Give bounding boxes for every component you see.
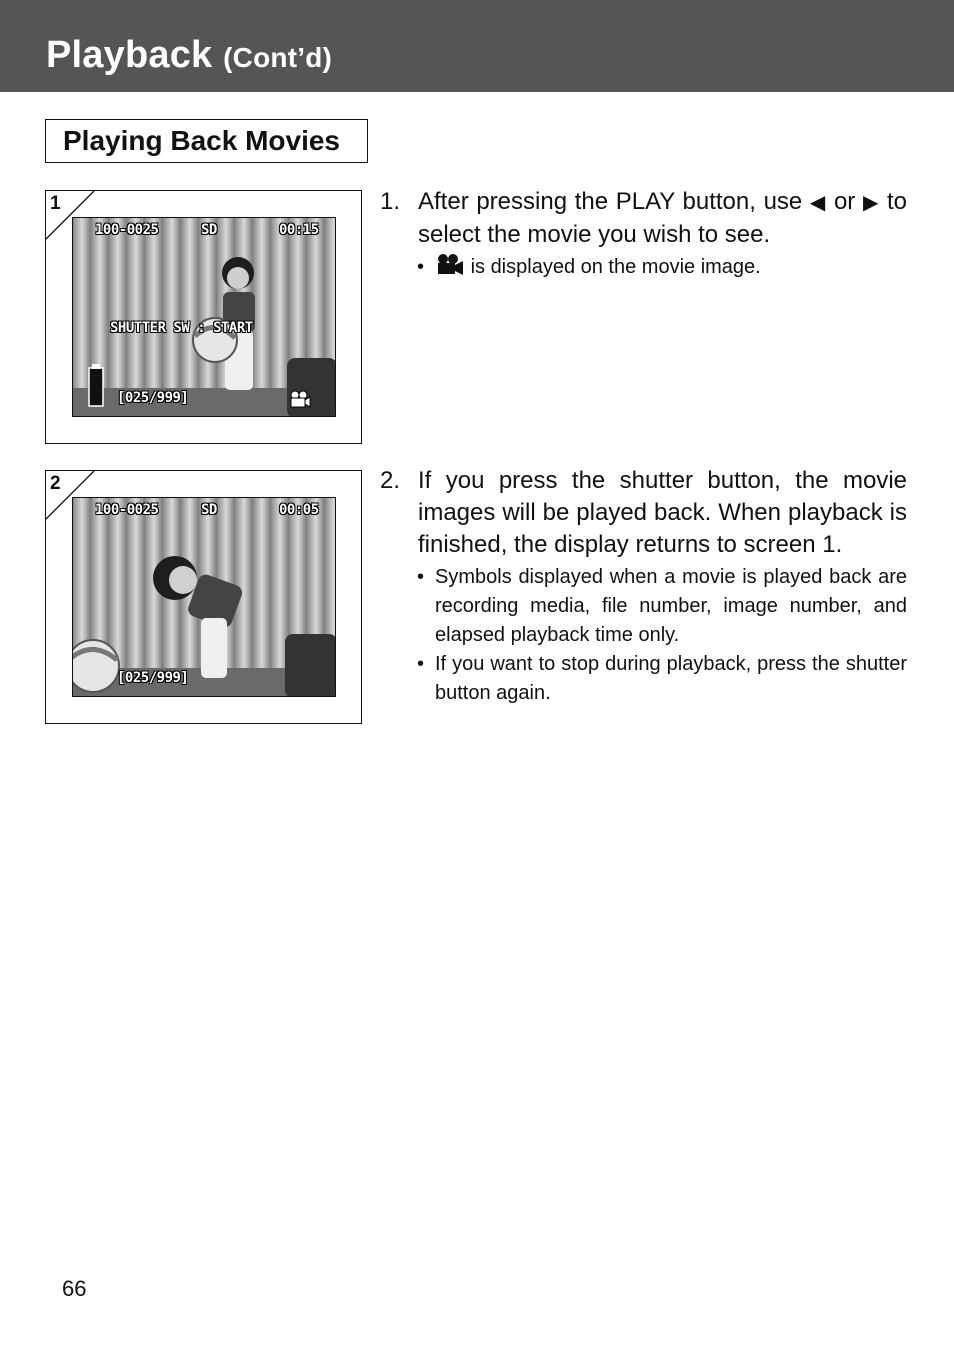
step-1-notes bbox=[380, 253, 907, 282]
figure-number: 2 bbox=[50, 473, 61, 494]
note-item bbox=[380, 253, 907, 282]
bullet-icon: • bbox=[417, 256, 425, 278]
step-1-instruction bbox=[380, 186, 907, 251]
step-1-text-start: After pressing the PLAY button, use bbox=[418, 188, 803, 215]
bullet-icon: • bbox=[417, 566, 425, 588]
movie-frame-image-2 bbox=[73, 498, 336, 697]
bullet-icon: • bbox=[417, 653, 425, 675]
figure-2 bbox=[45, 470, 362, 724]
movie-frame-image-1 bbox=[73, 218, 336, 417]
left-arrow-icon: ◀ bbox=[809, 192, 827, 214]
osd-elapsed-time: 00:15 bbox=[279, 222, 319, 238]
step-2 bbox=[380, 465, 907, 708]
lcd-screen-1 bbox=[72, 217, 336, 417]
step-1-text-or: or bbox=[833, 188, 856, 215]
section-heading: Playing Back Movies bbox=[45, 119, 368, 163]
osd-message: SHUTTER SW : START bbox=[110, 320, 253, 336]
osd-image-counter: [025/999] bbox=[117, 670, 189, 686]
note-text: If you want to stop during playback, press the shutter button again. bbox=[435, 653, 907, 704]
movie-camera-icon bbox=[435, 253, 465, 275]
osd-image-counter: [025/999] bbox=[117, 390, 189, 406]
page-header bbox=[0, 0, 954, 92]
step-2-instruction bbox=[380, 465, 907, 561]
osd-file-number: 100-0025 bbox=[95, 502, 159, 518]
note-text: is displayed on the movie image. bbox=[470, 256, 761, 278]
osd-media: SD bbox=[201, 502, 217, 518]
step-number: 1. bbox=[380, 188, 401, 215]
osd-elapsed-time: 00:05 bbox=[279, 502, 319, 518]
page-title-subtitle: (Cont’d) bbox=[223, 42, 333, 73]
page-title bbox=[46, 34, 332, 77]
note-text: Symbols displayed when a movie is played back are recording media, file number, image number, and elapsed playback time only. bbox=[435, 566, 907, 646]
movie-camera-icon bbox=[289, 390, 311, 408]
step-2-text: If you press the shutter button, the movie images will be played back. When playback is finished, the display returns to screen 1. bbox=[418, 467, 907, 558]
note-item bbox=[380, 563, 907, 650]
osd-media: SD bbox=[201, 222, 217, 238]
note-item bbox=[380, 650, 907, 708]
step-number: 2. bbox=[380, 467, 401, 494]
step-1 bbox=[380, 186, 907, 282]
page-title-main: Playback bbox=[46, 34, 213, 76]
figure-1 bbox=[45, 190, 362, 444]
lcd-screen-2 bbox=[72, 497, 336, 697]
figure-number: 1 bbox=[50, 193, 61, 214]
osd-file-number: 100-0025 bbox=[95, 222, 159, 238]
right-arrow-icon: ▶ bbox=[862, 192, 880, 214]
step-2-notes bbox=[380, 563, 907, 708]
step-1-text-end: to select the movie you wish to see. bbox=[418, 188, 907, 248]
page-number: 66 bbox=[62, 1276, 87, 1301]
